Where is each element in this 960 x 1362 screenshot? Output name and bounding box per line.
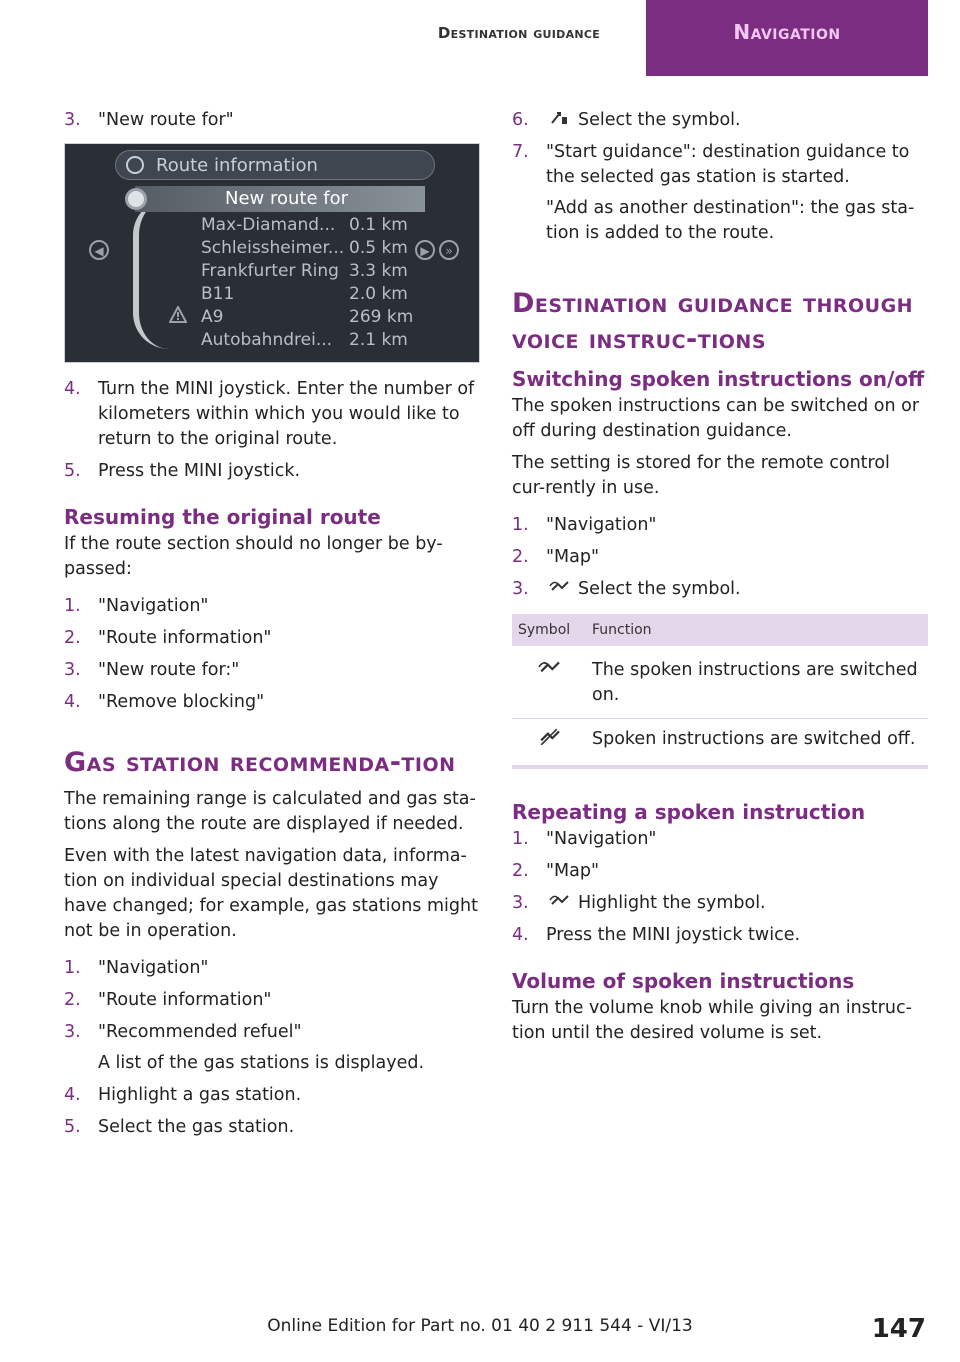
list-item xyxy=(64,108,480,133)
road-name: Frankfurter Ring xyxy=(201,261,339,281)
switch-paragraph-2: The setting is stored for the remote control cur-rently in use. xyxy=(512,453,890,498)
symbol-cell xyxy=(512,719,586,768)
screen-row xyxy=(201,237,461,259)
list-item xyxy=(512,108,928,133)
route-information-screenshot xyxy=(64,143,480,363)
list-item xyxy=(64,988,480,1013)
list-item xyxy=(512,577,928,602)
step-text: "Navigation" xyxy=(98,958,209,978)
function-cell: The spoken instructions are switched on. xyxy=(586,648,928,719)
step-text: Press the MINI joystick twice. xyxy=(546,925,801,945)
page-header xyxy=(0,0,960,76)
step-text: "Navigation" xyxy=(546,515,657,535)
list-item xyxy=(512,923,928,948)
road-name: B11 xyxy=(201,284,235,304)
step-number: 2. xyxy=(64,628,81,648)
warning-icon xyxy=(169,306,187,324)
chapter-tab-label: Navigation xyxy=(733,20,841,44)
step-main-text: Select the symbol. xyxy=(578,110,741,130)
step-text xyxy=(546,140,928,246)
road-name: A9 xyxy=(201,307,224,327)
volume-heading: Volume of spoken instructions xyxy=(512,969,855,993)
symbol-function-table xyxy=(512,614,928,769)
step-number: 1. xyxy=(512,829,529,849)
list-item xyxy=(64,1115,480,1140)
switch-heading: Switching spoken instructions on/off xyxy=(512,367,925,391)
step-sub-text: "Add as another destination": the gas sta-tion is added to the route. xyxy=(546,198,915,243)
step-text: "Navigation" xyxy=(98,596,209,616)
left-column xyxy=(64,108,480,1147)
list-item xyxy=(512,859,928,884)
step-number: 3. xyxy=(512,579,529,599)
chapter-tab xyxy=(646,0,928,76)
step-number: 6. xyxy=(512,110,529,130)
list-item xyxy=(64,956,480,981)
list-item xyxy=(512,545,928,570)
step-text: Select the gas station. xyxy=(98,1117,295,1137)
list-item xyxy=(64,377,480,452)
step-number: 4. xyxy=(64,692,81,712)
voice-on-icon xyxy=(548,578,570,596)
voice-off-icon xyxy=(536,727,562,747)
step-number: 5. xyxy=(64,461,81,481)
step-number: 1. xyxy=(512,515,529,535)
step-sub-text: A list of the gas stations is displayed. xyxy=(98,1053,425,1073)
step-number: 4. xyxy=(64,1085,81,1105)
page-number: 147 xyxy=(871,1314,926,1344)
list-item xyxy=(512,513,928,538)
switch-paragraph-1: The spoken instructions can be switched on or off during destination guidance. xyxy=(512,396,920,441)
step-text: "Remove blocking" xyxy=(98,692,265,712)
table-header-row xyxy=(512,614,928,648)
list-item xyxy=(512,140,928,246)
road-name: Max-Diamand... xyxy=(201,215,336,235)
gas-station-heading: Gas station recommenda-tion xyxy=(64,747,456,778)
step-number: 3. xyxy=(64,110,81,130)
step-text: Press the MINI joystick. xyxy=(98,461,301,481)
step-number: 2. xyxy=(512,547,529,567)
step-text: Turn the MINI joystick. Enter the number of kilometers within which you would like to return to the original route. xyxy=(98,379,475,449)
voice-guidance-heading: Destination guidance through voice instruc-tions xyxy=(512,288,914,355)
step-text: "New route for:" xyxy=(98,660,240,680)
symbol-cell xyxy=(512,648,586,719)
resume-intro: If the route section should no longer be by-passed: xyxy=(64,534,443,579)
road-distance: 0.5 km xyxy=(349,238,408,258)
screen-row xyxy=(201,283,461,305)
screen-row xyxy=(201,260,461,282)
step-number: 7. xyxy=(512,142,529,162)
step-text: "Navigation" xyxy=(546,829,657,849)
controller-arc xyxy=(133,199,169,349)
route-info-icon xyxy=(126,156,144,174)
table-row xyxy=(512,648,928,719)
double-arrow-right-icon: » xyxy=(439,240,459,260)
step-number: 4. xyxy=(64,379,81,399)
step-number: 1. xyxy=(64,596,81,616)
road-distance: 2.0 km xyxy=(349,284,408,304)
list-item xyxy=(512,827,928,852)
road-distance: 2.1 km xyxy=(349,330,408,350)
road-distance: 0.1 km xyxy=(349,215,408,235)
gas-paragraph-2: Even with the latest navigation data, informa-tion on individual special destinations may have changed; for example, gas stations might not be in operation. xyxy=(64,846,478,941)
list-item xyxy=(64,1020,480,1076)
screen-row xyxy=(201,306,461,328)
step-main-text: Select the symbol. xyxy=(578,579,741,599)
step-number: 3. xyxy=(64,660,81,680)
list-item xyxy=(64,1083,480,1108)
step-main-text: Highlight the symbol. xyxy=(578,893,766,913)
resume-heading: Resuming the original route xyxy=(64,505,381,529)
step-text: "Route information" xyxy=(98,628,272,648)
column-header-symbol: Symbol xyxy=(512,614,586,648)
road-name: Autobahndrei... xyxy=(201,330,333,350)
step-text: Highlight a gas station. xyxy=(98,1085,302,1105)
column-header-function: Function xyxy=(586,614,928,648)
step-main-text: "Start guidance": destination guidance to the selected gas station is started. xyxy=(546,142,910,187)
step-number: 3. xyxy=(512,893,529,913)
screen-row xyxy=(201,329,461,351)
right-column xyxy=(512,108,928,1053)
voice-on-icon xyxy=(536,658,562,678)
step-text: "Map" xyxy=(546,861,600,881)
road-distance: 269 km xyxy=(349,307,414,327)
screen-title-bar xyxy=(115,150,435,180)
arrow-right-icon: ▶ xyxy=(415,240,435,260)
step-number: 3. xyxy=(64,1022,81,1042)
step-number: 2. xyxy=(512,861,529,881)
step-text xyxy=(98,1020,480,1076)
step-text: "Route information" xyxy=(98,990,272,1010)
list-item xyxy=(512,891,928,916)
step-number: 5. xyxy=(64,1117,81,1137)
screen-highlight-row: New route for xyxy=(135,186,425,212)
gas-paragraph-1: The remaining range is calculated and gas sta-tions along the route are displayed if needed. xyxy=(64,789,476,834)
road-distance: 3.3 km xyxy=(349,261,408,281)
step-text xyxy=(546,577,928,602)
step-text xyxy=(546,108,928,133)
table-row xyxy=(512,719,928,768)
step-main-text: "Recommended refuel" xyxy=(98,1022,302,1042)
arrow-left-icon: ◀ xyxy=(89,240,109,260)
section-title: Destination guidance xyxy=(437,24,601,42)
step-number: 1. xyxy=(64,958,81,978)
volume-paragraph: Turn the volume knob while giving an instruc-tion until the desired volume is set. xyxy=(512,998,912,1043)
list-item xyxy=(64,690,480,715)
repeat-heading: Repeating a spoken instruction xyxy=(512,800,866,824)
voice-on-icon xyxy=(548,892,570,910)
step-text xyxy=(546,891,928,916)
controller-knob-icon xyxy=(125,188,147,210)
step-text: "New route for" xyxy=(98,110,234,130)
list-item xyxy=(64,658,480,683)
list-item xyxy=(64,459,480,484)
gas-route-icon xyxy=(548,109,570,127)
step-number: 4. xyxy=(512,925,529,945)
road-name: Schleissheimer... xyxy=(201,238,345,258)
function-cell: Spoken instructions are switched off. xyxy=(586,719,928,768)
footer-edition: Online Edition for Part no. 01 40 2 911 544 - VI/13 xyxy=(267,1316,693,1336)
list-item xyxy=(64,594,480,619)
list-item xyxy=(64,626,480,651)
screen-title: Route information xyxy=(156,155,318,176)
step-text: "Map" xyxy=(546,547,600,567)
screen-row xyxy=(201,214,461,236)
step-number: 2. xyxy=(64,990,81,1010)
